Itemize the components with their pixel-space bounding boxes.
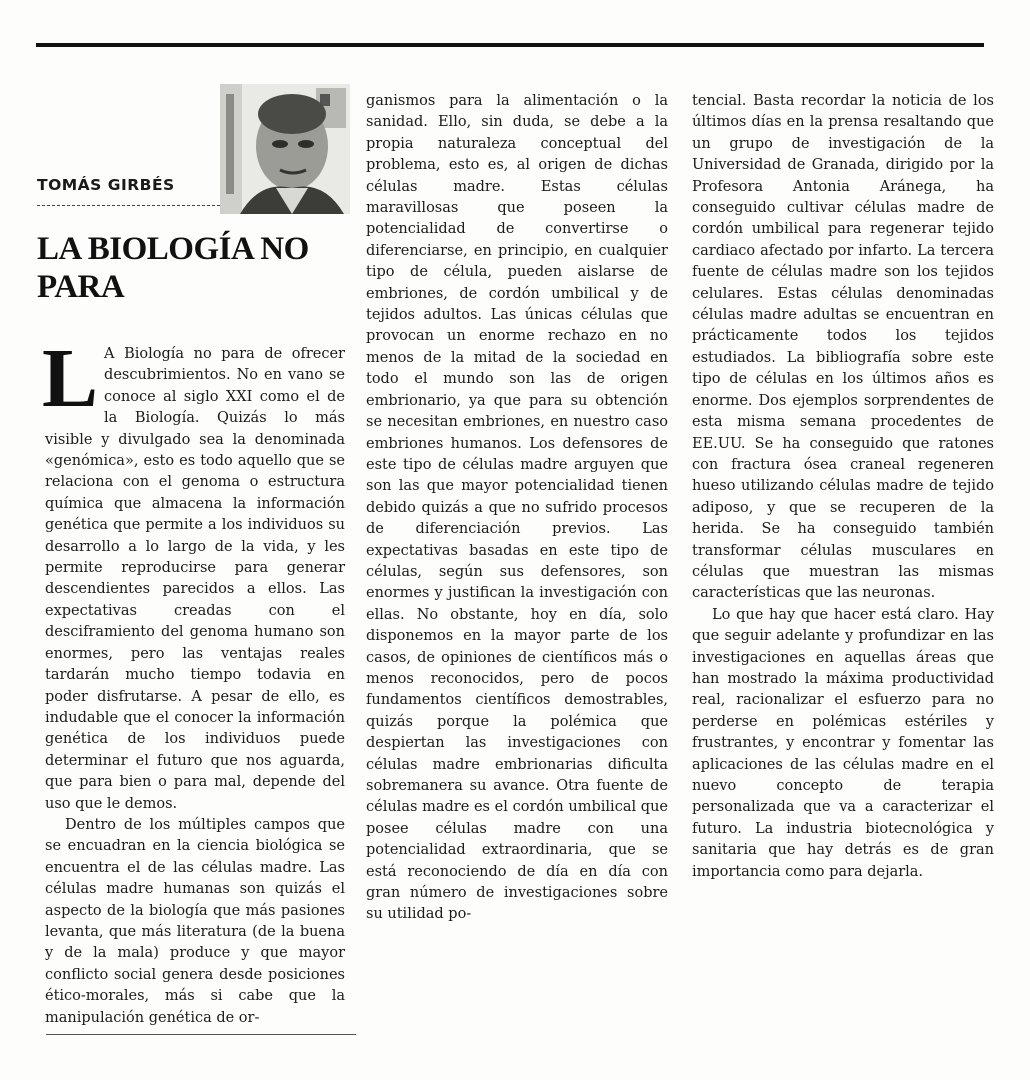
article-headline: LA BIOLOGÍA NO PARA: [37, 231, 309, 305]
article-paragraph-3: ganismos para la alimentación o la sanidad. Ello, sin duda, se debe a la propia naturaleza conceptual del problema, esto es, al origen de dichas células madre. Estas células maravillosas que poseen la potencialidad de convertirse o diferenciarse, en principio, en cualquier tipo de célula, pueden aislarse de embriones, de cordón umbilical y de tejidos adultos. Las únicas células que provocan un enorme rechazo en no menos de la mitad de la sociedad en todo el mundo son las de origen embrionario, ya que para su obtención se necesitan embriones, en nuestro caso embriones humanos. Los defensores de este tipo de células madre arguyen que son las que mayor potencialidad tienen debido quizás a que no sufrido procesos de diferenciación previos. Las expectativas basadas en este tipo de células, según sus defensores, son enormes y justifican la investigación con ellas. No obstante, hoy en día, solo disponemos en la mayor parte de los casos, de opiniones de científicos más o menos reconocidos, pero de pocos fundamentos científicos demostrables, quizás porque la polémica que despiertan las investigaciones con células madre embrionarias dificulta sobremanera su avance. Otra fuente de células madre es el cordón umbilical que posee células madre con una potencialidad extraordinaria, que se está reconociendo de día en día con gran número de investigaciones sobre su utilidad po-: [366, 93, 668, 923]
bottom-rule: [46, 1034, 356, 1035]
article-paragraph-4: tencial. Basta recordar la noticia de los últimos días en la prensa resaltando que un grupo de investigación de la Universidad de Granada, dirigido por la Profesora Antonia Aránega, ha conseguido cultivar células madre de cordón umbilical para regenerar tejido cardiaco afectado por infarto. La tercera fuente de células madre son los tejidos celulares. Estas células denominadas células madre adultas se encuentran en prácticamente todos los tejidos estudiados. La bibliografía sobre este tipo de células en los últimos años es enorme. Dos ejemplos sorprendentes de esta misma semana procedentes de EE.UU. Se ha conseguido que ratones con fractura ósea craneal regeneren hueso utilizando células madre de tejido adiposo, y que se recuperen de la herida. Se ha conseguido también transformar células musculares en células que muestran las mismas características que las neuronas.: [692, 93, 994, 602]
paragraph-text: A Biología no para de ofrecer descubrimientos. No en vano se conoce al siglo XXI como el de la Biología. Quizás lo más visible y divulgado sea la denominada «genómica», esto es todo aquello que se relaciona con el genoma o estructura química que almacena la información genética que permite a los individuos su desarrollo a lo largo de la vida, y les permite reproducirse para generar descendientes parecidos a ellos. Las expectativas creadas con el desciframiento del genoma humano son enormes, pero las ventajas reales tardarán mucho tiempo todavia en poder disfrutarse. A pesar de ello, es indudable que el conocer la información genética de los individuos puede determinar el futuro que nos aguarda, que para bien o para mal, depende del uso que le demos.: [45, 346, 345, 812]
article-column-3: [692, 91, 994, 883]
article-paragraph-1: [42, 332, 345, 815]
article-column-1: [42, 332, 345, 1029]
drop-cap: L: [42, 332, 99, 425]
article-paragraph-5: Lo que hay que hacer está claro. Hay que seguir adelante y profundizar en las investigaciones en aquellas áreas que han mostrado la máxima productividad real, racionalizar el esfuerzo para no perderse en polémicas estériles y frustrantes, y encontrar y fomentar las aplicaciones de las células madre en el nuevo concepto de terapia personalizada que va a caracterizar el futuro. La industria biotecnológica y sanitaria que hay detrás es de gran importancia como para dejarla.: [692, 606, 994, 880]
author-name: TOMÁS GIRBÉS: [37, 176, 175, 194]
article-column-2: [366, 91, 668, 926]
author-portrait-image: [220, 84, 350, 214]
top-rule: [36, 43, 984, 47]
author-divider: [37, 205, 220, 206]
article-paragraph-2: Dentro de los múltiples campos que se encuadran en la ciencia biológica se encuentra el de las células madre. Las células madre humanas son quizás el aspecto de la biología que más pasiones levanta, que más literatura (de la buena y de la mala) produce y que mayor conflicto social genera desde posiciones ético-morales, más si cabe que la manipulación genética de or-: [45, 816, 345, 1026]
author-photo: [220, 84, 350, 214]
